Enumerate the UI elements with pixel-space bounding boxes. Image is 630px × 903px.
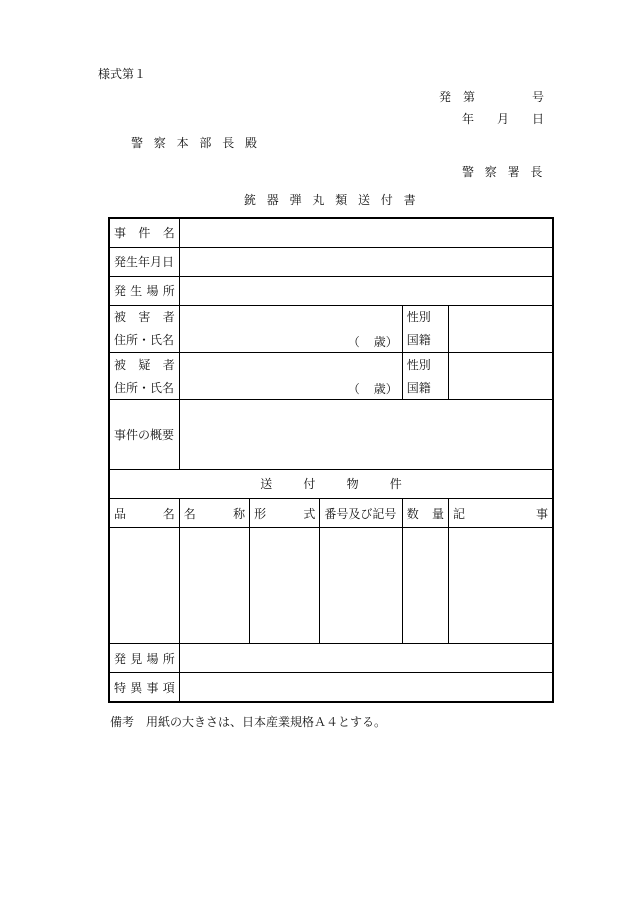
suspect-address-label: 住所・氏名: [109, 375, 179, 399]
victim-sex-field[interactable]: [448, 305, 553, 328]
serial-cell[interactable]: [320, 528, 402, 644]
victim-age-close: 歳）: [373, 334, 398, 349]
special-notes-field[interactable]: [179, 673, 553, 702]
notes-cell[interactable]: [448, 528, 553, 644]
suspect-label: 被 疑 者: [109, 352, 179, 375]
case-name-field[interactable]: [179, 218, 553, 247]
occurrence-date-label: 発生年月日: [109, 247, 179, 276]
sender: 警察署長: [462, 165, 554, 179]
occurrence-date-field[interactable]: [179, 247, 553, 276]
suspect-address-field[interactable]: [179, 375, 402, 399]
victim-nationality-field[interactable]: [448, 328, 553, 352]
item-cell[interactable]: [109, 528, 179, 644]
name-cell[interactable]: [179, 528, 249, 644]
victim-address-field[interactable]: [179, 328, 402, 352]
case-summary-field[interactable]: [179, 399, 553, 469]
found-place-label: 発 見 場 所: [109, 644, 179, 673]
column-serial: 番号及び記号: [320, 499, 402, 528]
date-year: 年: [462, 112, 475, 126]
transfer-form-table: [108, 217, 554, 703]
victim-age-open: （: [347, 334, 360, 349]
victim-sex-label: 性別: [402, 305, 448, 328]
suspect-age-close: 歳）: [373, 382, 398, 397]
date-month: 月: [497, 112, 510, 126]
issue-number-suffix: 号: [532, 90, 545, 104]
form-number: 様式第１: [98, 67, 147, 81]
footer-note: 備考 用紙の大きさは、日本産業規格Ａ４とする。: [110, 715, 387, 729]
column-model: 形 式: [250, 499, 320, 528]
column-name: 名 称: [179, 499, 249, 528]
document-title: 銃器弾丸類送付書: [244, 193, 427, 207]
items-section-title: 送付物件: [109, 469, 553, 498]
model-cell[interactable]: [250, 528, 320, 644]
suspect-field-top[interactable]: [179, 352, 402, 375]
occurrence-place-label: 発 生 場 所: [109, 276, 179, 305]
special-notes-label: 特 異 事 項: [109, 673, 179, 702]
victim-label: 被 害 者: [109, 305, 179, 328]
case-name-label: 事 件 名: [109, 218, 179, 247]
found-place-field[interactable]: [179, 644, 553, 673]
victim-address-label: 住所・氏名: [109, 328, 179, 352]
suspect-nationality-label: 国籍: [402, 375, 448, 399]
victim-nationality-label: 国籍: [402, 328, 448, 352]
occurrence-place-field[interactable]: [179, 276, 553, 305]
date-day: 日: [532, 112, 545, 126]
column-item: 品 名: [109, 499, 179, 528]
suspect-sex-field[interactable]: [448, 352, 553, 375]
suspect-age-open: （: [347, 382, 360, 397]
addressee: 警察本部長殿: [131, 136, 268, 150]
quantity-cell[interactable]: [402, 528, 448, 644]
case-summary-label: 事件の概要: [109, 399, 179, 469]
issue-number-prefix: 発 第: [439, 90, 476, 104]
victim-field-top[interactable]: [179, 305, 402, 328]
column-notes: 記 事: [448, 499, 553, 528]
suspect-sex-label: 性別: [402, 352, 448, 375]
column-quantity: 数 量: [402, 499, 448, 528]
suspect-nationality-field[interactable]: [448, 375, 553, 399]
